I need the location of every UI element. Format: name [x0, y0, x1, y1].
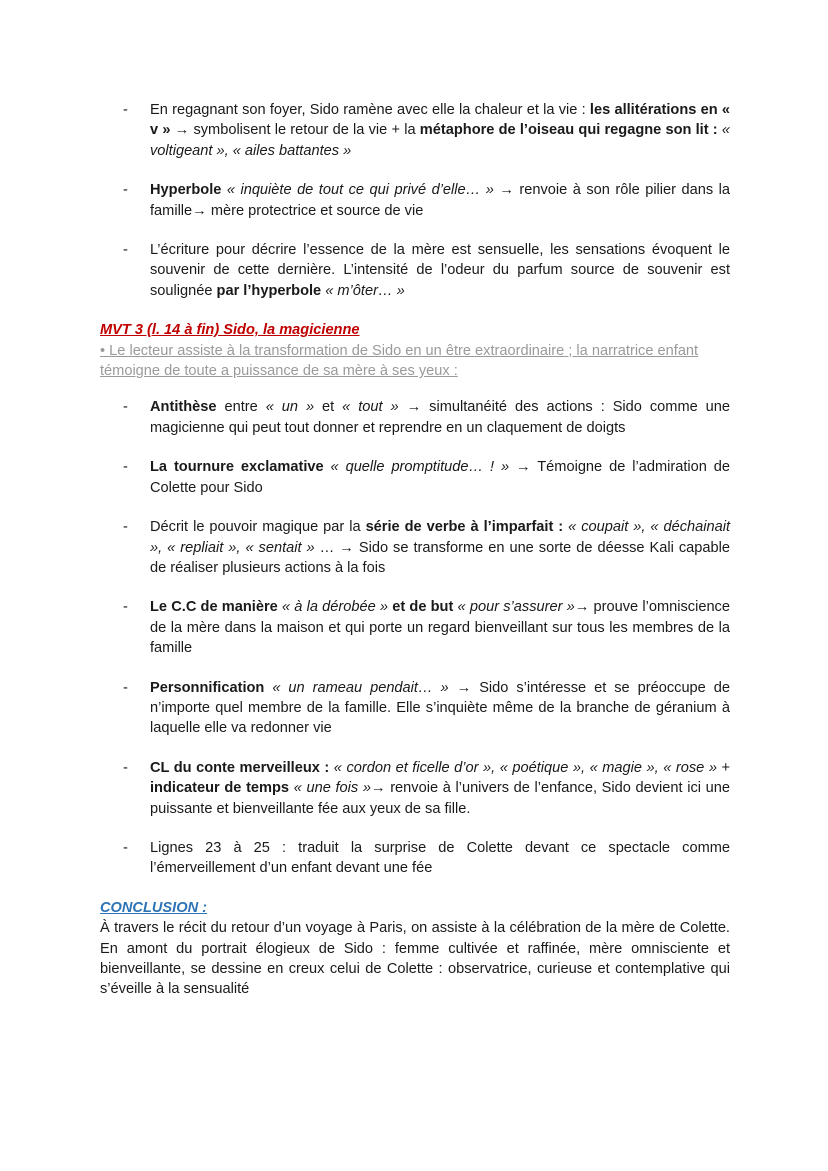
bold-text: par l’hyperbole [216, 282, 322, 299]
bold-text: métaphore de l’oiseau qui regagne son lit : [419, 122, 718, 139]
italic-quote: « à la dérobée » [281, 599, 389, 616]
bold-text: Hyperbole [150, 182, 222, 199]
conclusion-text: À travers le récit du retour d’un voyage à Paris, on assiste à la célébration de la mère de Colette. En amont du portrait élogieux de Sido : femme cultivée et raffinée, mère omnisciente et bienveillante, se dessine en creux celui de Colette : observatrice, curieuse et contemplative qui s’éveille à la sensualité [100, 920, 730, 998]
section-heading: MVT 3 (l. 14 à fin) Sido, la magicienne [100, 322, 360, 339]
bullet-item [100, 457, 730, 498]
text-run: Décrit le pouvoir magique par la [150, 519, 366, 536]
bullet-item [100, 100, 730, 161]
text-run: entre [216, 399, 266, 416]
bold-text: Le C.C de manière [150, 599, 278, 616]
bold-text: et de but [392, 599, 454, 616]
bullet-item [100, 517, 730, 578]
bullet-dash: - [123, 599, 128, 616]
bullet-dash: - [123, 182, 128, 199]
text-run: En regagnant son foyer, Sido ramène avec elle la chaleur et la vie : [150, 102, 590, 118]
bullet-dash: - [123, 679, 128, 696]
text-run: → Sido s’intéresse et se préoccupe de n’importe quel membre de la famille. Elle s’inquiète même de la branche de géranium à laquelle elle va redonner vie [150, 679, 730, 737]
section-intro: • Le lecteur assiste à la transformation de Sido en un être extraordinaire ; la narratrice enfant témoigne de toute a puissance de sa mère à ses yeux : [100, 342, 699, 380]
text-run: + [716, 759, 730, 776]
bullet-item [100, 678, 730, 739]
bullet-list-before [100, 100, 730, 301]
conclusion-heading: CONCLUSION : [100, 899, 208, 916]
text-run [324, 459, 331, 475]
text-run: Lignes 23 à 25 : traduit la surprise de Colette devant ce spectacle comme l’émerveillement d’un enfant devant une fée [150, 839, 730, 877]
bullet-item [100, 397, 730, 438]
bullet-dash: - [123, 242, 128, 259]
bullet-item [100, 597, 730, 658]
italic-quote: « coupait », « déchainait », « repliait », « sentait » [150, 519, 731, 556]
bullet-dash: - [123, 399, 128, 416]
text-run: … → Sido se transforme en une sorte de déesse Kali capable de réaliser plusieurs actions à la fois [150, 539, 730, 576]
text-run: → simultanéité des actions : Sido comme une magicienne qui peut tout donner et reprendre en un claquement de doigts [150, 399, 731, 436]
italic-quote: « voltigeant », « ailes battantes » [150, 122, 731, 159]
bullet-item [100, 180, 730, 221]
bullet-dash: - [123, 519, 128, 536]
italic-quote: « pour s’assurer » [457, 599, 575, 616]
text-run: et [314, 399, 343, 416]
bullet-item [100, 838, 730, 879]
italic-quote: « inquiète de tout ce qui privé d’elle… » [226, 182, 494, 199]
bold-text: Personnification [150, 679, 265, 696]
text-run: → Témoigne de l’admiration de Colette pour Sido [150, 459, 730, 496]
text-run: L’écriture pour décrire l’essence de la mère est sensuelle, les sensations évoquent le souvenir de cette dernière. L’intensité de l’odeur du parfum source de souvenir est soulignée [150, 242, 730, 299]
italic-quote: « m’ôter… » [325, 282, 405, 299]
bold-text: les allitérations en « v » [150, 102, 730, 139]
bullet-dash: - [123, 102, 128, 118]
bold-text: CL du conte merveilleux : [150, 759, 330, 776]
bullet-item [100, 240, 730, 301]
italic-quote: « cordon et ficelle d’or », « poétique », « magie », « rose » [333, 759, 717, 776]
bold-text: La tournure exclamative [150, 459, 324, 476]
italic-quote: « un rameau pendait… » [272, 679, 449, 696]
bold-text: série de verbe à l’imparfait : [365, 519, 564, 536]
bold-text: indicateur de temps [150, 780, 290, 797]
text-run: → renvoie à son rôle pilier dans la famille→ mère protectrice et source de vie [150, 182, 730, 219]
text-run: → renvoie à l’univers de l’enfance, Sido devient ici une puissante et bienveillante fée aux yeux de sa fille. [150, 780, 730, 817]
bullet-dash: - [123, 459, 128, 476]
italic-quote: « tout » [342, 399, 399, 416]
bullet-dash: - [123, 839, 128, 856]
text-run: → symbolisent le retour de la vie + la [170, 122, 420, 139]
italic-quote: « quelle promptitude… ! » [330, 459, 510, 476]
bullet-item [100, 758, 730, 819]
italic-quote: « un » [265, 399, 315, 416]
italic-quote: « une fois » [293, 780, 371, 797]
bullet-dash: - [123, 759, 128, 776]
bold-text: Antithèse [150, 399, 217, 416]
bullet-list-after [100, 397, 730, 878]
text-run: → prouve l’omniscience de la mère dans la maison et qui porte un regard bienveillant sur tous les membres de la famille [150, 599, 730, 657]
